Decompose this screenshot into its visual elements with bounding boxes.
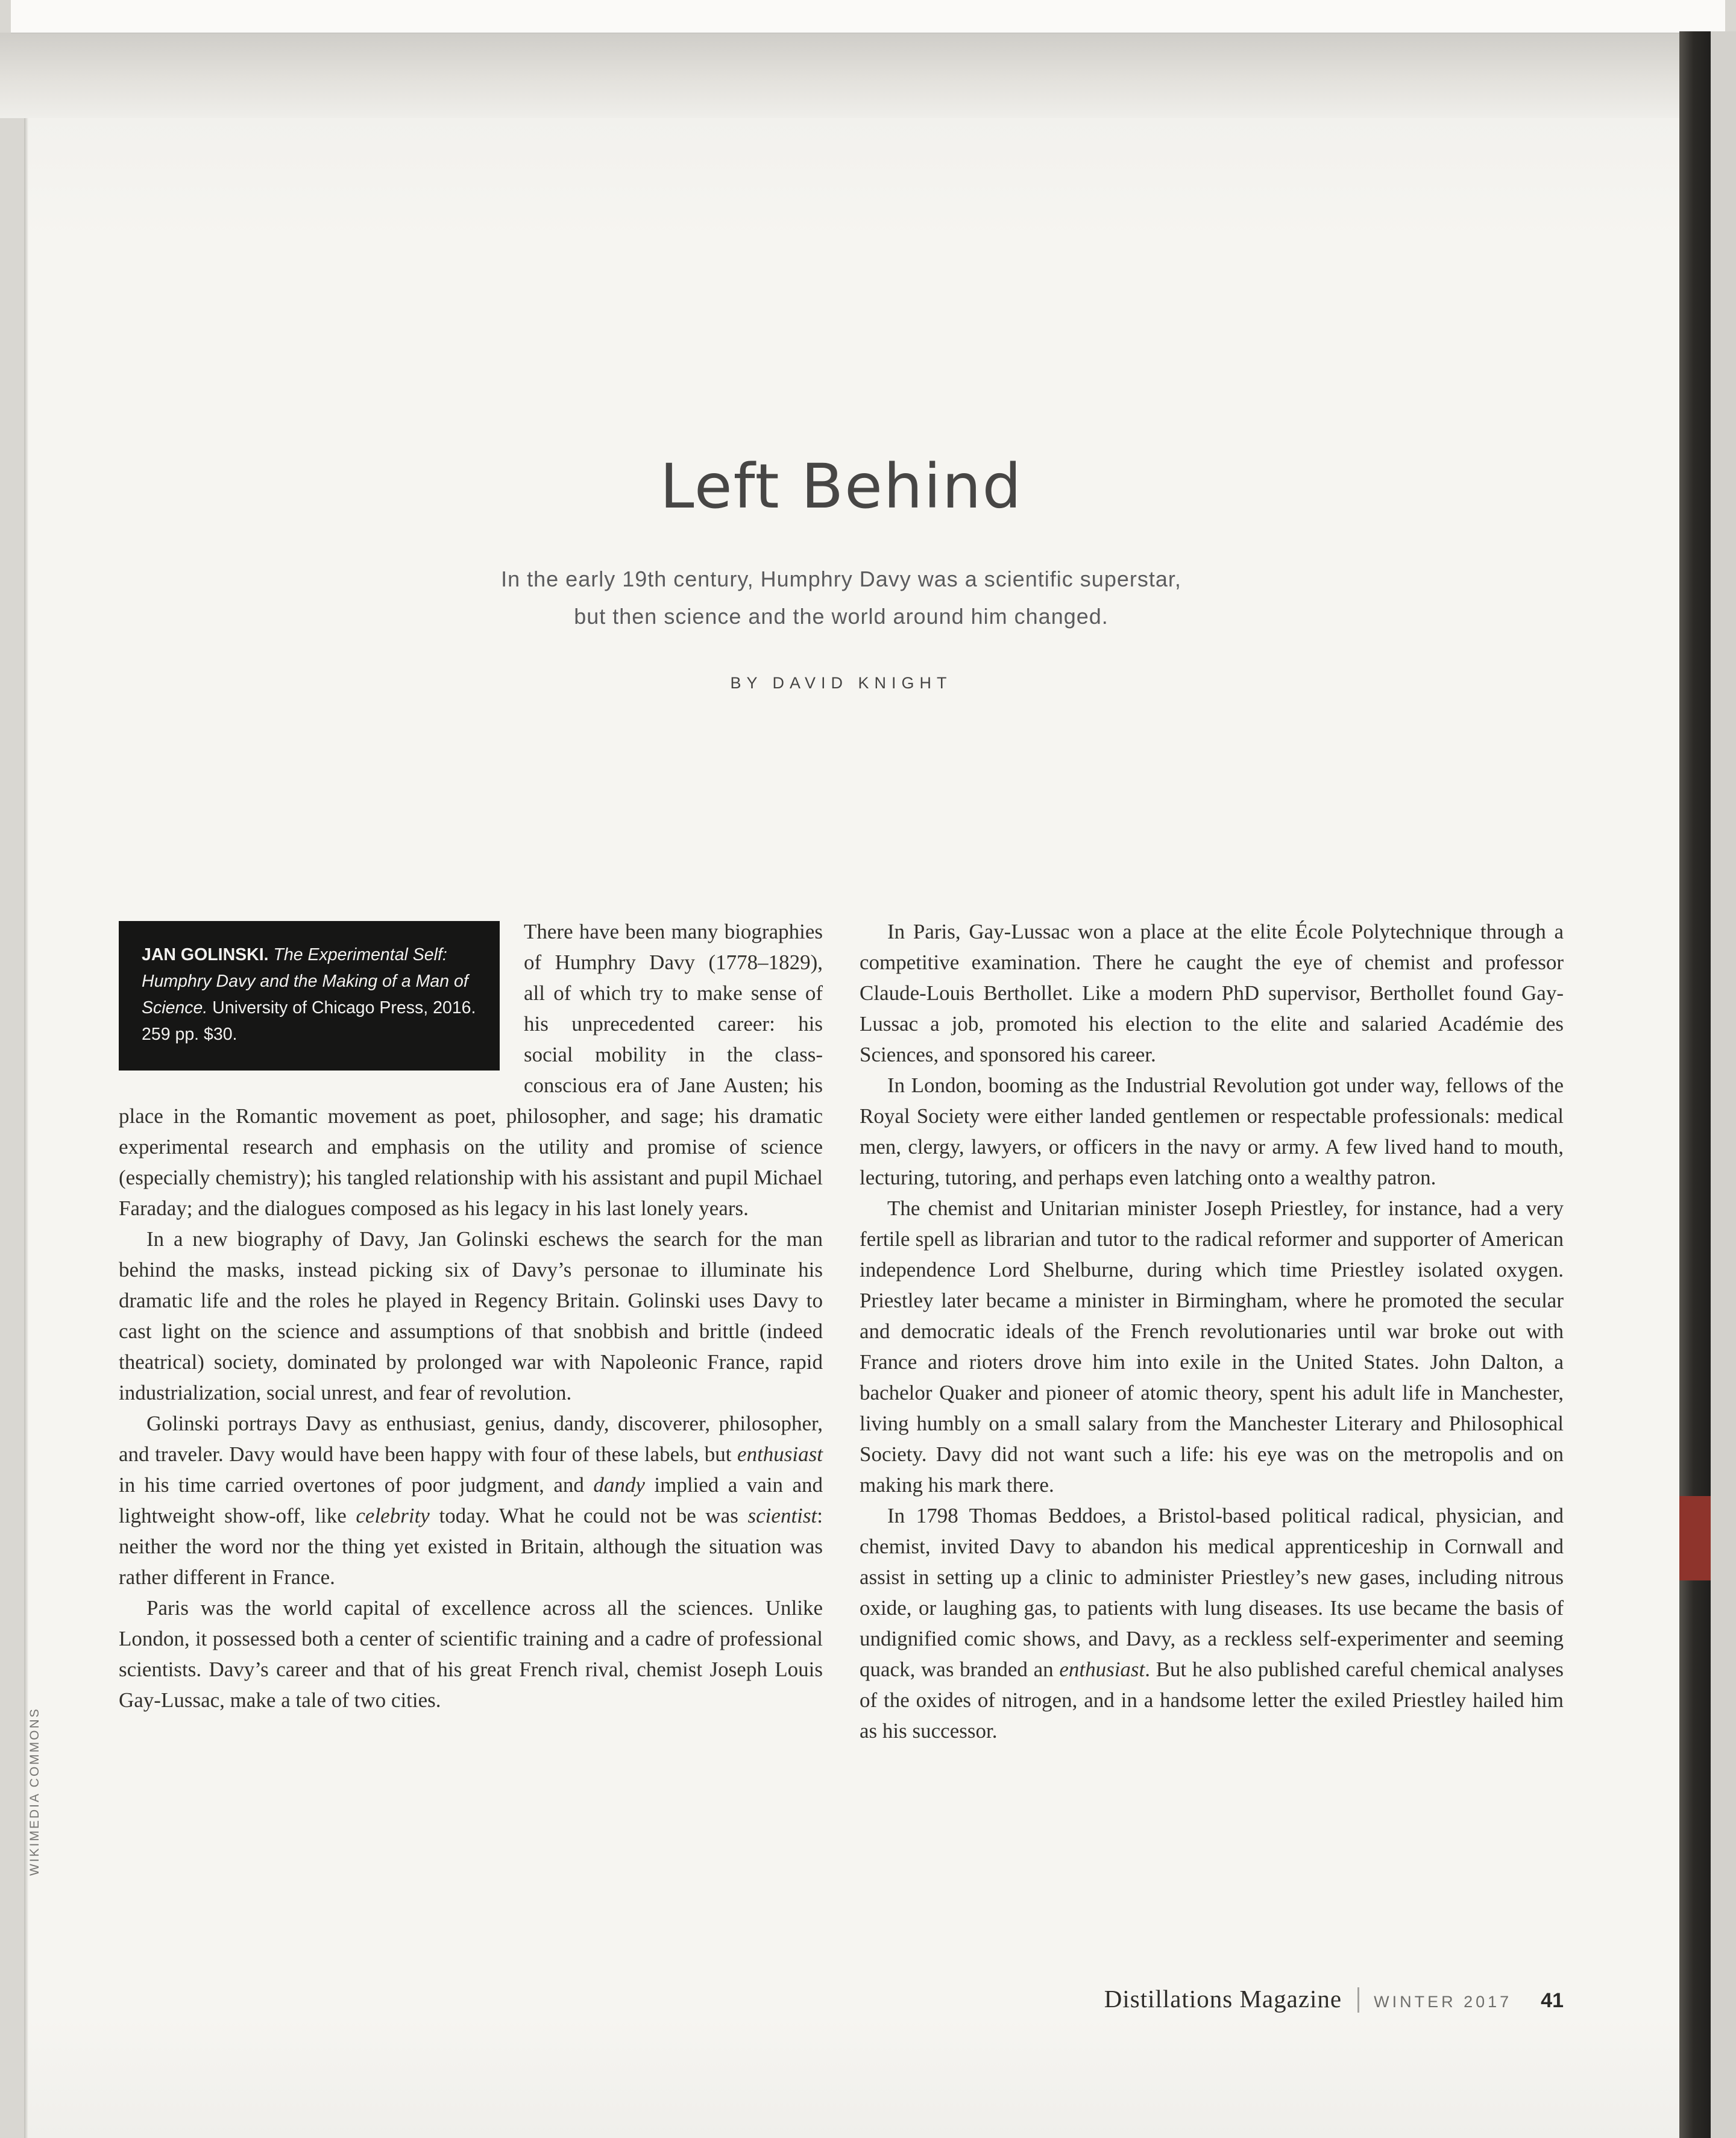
- text-run: There have been many biographies of Humphry Davy (1778–1829), all of which try to make sense of his unprecedented career: his social mobility in the class-conscious era of Jane Austen; his place in the Romantic movement as poet, philosopher, and sage; his dramatic experimental research and emphasis on the utility and promise of science (especially chemistry); his tangled relationship with his assistant and pupil Michael Faraday; and the dialogues composed as his legacy in his last lonely years.: [119, 920, 823, 1220]
- text-run: In Paris, Gay-Lussac won a place at the elite École Polytechnique through a competitive examination. There he caught the eye of chemist and professor Claude-Louis Berthollet. Like a modern PhD supervisor, Berthollet found Gay-Lussac a job, promoted his election to the elite and salaried Académie des Sciences, and sponsored his career.: [860, 920, 1564, 1066]
- article-paragraph: [860, 1070, 1564, 1193]
- book-title: The Experimental Self: Humphry Davy and the Making of a Man of Science.: [142, 945, 468, 1017]
- footer-separator: [1357, 1987, 1359, 2013]
- italic-run: scientist: [747, 1504, 817, 1527]
- italic-run: dandy: [593, 1473, 645, 1497]
- book-publisher: University of Chicago Press, 2016. 259 pp. $30.: [142, 998, 476, 1044]
- article-paragraph: [119, 1592, 823, 1715]
- text-run: . But he also published careful chemical analyses of the oxides of nitrogen, and in a handsome letter the exiled Priestley hailed him as his successor.: [860, 1658, 1564, 1743]
- article-subtitle: [119, 561, 1564, 635]
- column-left: [119, 916, 823, 1746]
- byline: BY DAVID KNIGHT: [730, 674, 952, 692]
- article-paragraph: [860, 916, 1564, 1070]
- text-run: Golinski portrays Davy as enthusiast, genius, dandy, discoverer, philosopher, and traveler. Davy would have been happy with four of these labels, but: [119, 1412, 823, 1466]
- text-run: In a new biography of Davy, Jan Golinski eschews the search for the man behind the masks, instead picking six of Davy’s personae to illuminate his dramatic life and the roles he played in Regency Britain. Golinski uses Davy to cast light on the science and assumptions of that snobbish and brittle (indeed theatrical) society, dominated by prolonged war with Napoleonic France, rapid industrialization, social unrest, and fear of revolution.: [119, 1227, 823, 1404]
- text-run: The chemist and Unitarian minister Joseph Priestley, for instance, had a very fertile spell as librarian and tutor to the radical reformer and supporter of American independence Lord Shelburne, during which time Priestley isolated oxygen. Priestley later became a minister in Birmingham, where he promoted the secular and democratic ideals of the French revolutionaries until war broke out with France and rioters drove him into exile in the United States. John Dalton, a bachelor Quaker and pioneer of atomic theory, spent his adult life in Manchester, living humbly on a small salary from the Manchester Literary and Philosophical Society. Davy did not want such a life: his eye was on the metropolis and on making his mark there.: [860, 1196, 1564, 1497]
- page-number: 41: [1541, 1989, 1564, 2012]
- text-run: in his time carried overtones of poor judgment, and: [119, 1473, 594, 1497]
- article-title: Left Behind: [659, 451, 1023, 523]
- page-stack-edge: [1679, 31, 1711, 2138]
- page-footer: [119, 1984, 1564, 2013]
- article-paragraph: [860, 1193, 1564, 1500]
- subtitle-line-2: but then science and the world around him changed.: [574, 604, 1109, 629]
- subtitle-line-1: In the early 19th century, Humphry Davy was a scientific superstar,: [501, 567, 1181, 591]
- book-citation-box: [119, 921, 500, 1071]
- image-credit-vertical: WIKIMEDIA COMMONS: [28, 1707, 42, 1876]
- column-right: [860, 916, 1564, 1746]
- red-edge-mark: [1679, 1496, 1711, 1580]
- article-paragraph: [860, 1500, 1564, 1746]
- magazine-name: Distillations Magazine: [1104, 1985, 1342, 2013]
- previous-page-edge: [11, 0, 1725, 34]
- text-run: Paris was the world capital of excellence across all the sciences. Unlike London, it possessed both a center of scientific training and a cadre of professional scientists. Davy’s career and that of his great French rival, chemist Joseph Louis Gay-Lussac, make a tale of two cities.: [119, 1596, 823, 1712]
- article-paragraph: [119, 1224, 823, 1408]
- scan-right-margin: [1711, 31, 1736, 2138]
- italic-run: enthusiast: [1059, 1658, 1145, 1681]
- text-run: implied a vain and lightweight show-off, like: [119, 1473, 823, 1527]
- page-fold-shadow: [0, 33, 1736, 118]
- text-run: In 1798 Thomas Beddoes, a Bristol-based political radical, physician, and chemist, invited Davy to abandon his medical apprenticeship in Cornwall and assist in setting up a clinic to administer Priestley’s new gases, including nitrous oxide, or laughing gas, to patients with lung diseases. Its use became the basis of undignified comic shows, and Davy, as a reckless self-experimenter and seeming quack, was branded an: [860, 1504, 1564, 1681]
- book-author: JAN GOLINSKI.: [142, 945, 274, 964]
- article-body: [119, 916, 1564, 1746]
- text-run: In London, booming as the Industrial Revolution got under way, fellows of the Royal Society were either landed gentlemen or respectable professionals: medical men, clergy, lawyers, or officers in the navy or army. A few lived hand to mouth, lecturing, tutoring, and perhaps even latching onto a wealthy patron.: [860, 1074, 1564, 1189]
- article-paragraph: [119, 1408, 823, 1592]
- text-run: today. What he could not be was: [429, 1504, 748, 1527]
- text-run: : neither the word nor the thing yet existed in Britain, although the situation was rather different in France.: [119, 1504, 823, 1589]
- italic-run: enthusiast: [737, 1442, 823, 1466]
- issue-label: WINTER 2017: [1374, 1993, 1512, 2011]
- italic-run: celebrity: [356, 1504, 430, 1527]
